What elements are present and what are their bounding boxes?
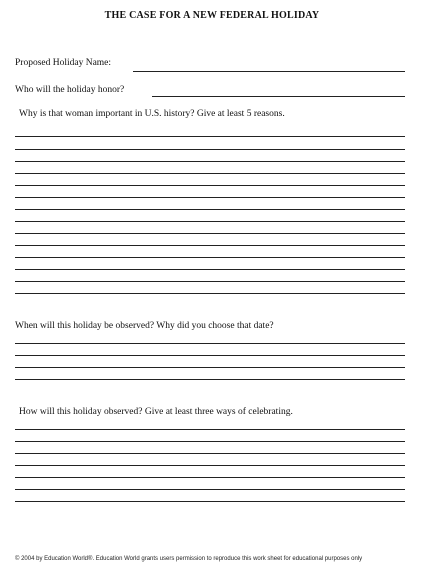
q1-answer-line[interactable]	[15, 161, 405, 162]
q2-answer-line[interactable]	[15, 367, 405, 368]
q1-answer-line[interactable]	[15, 233, 405, 234]
honoree-label: Who will the holiday honor?	[15, 85, 125, 95]
question-1: Why is that woman important in U.S. history? Give at least 5 reasons.	[19, 109, 285, 119]
q1-answer-line[interactable]	[15, 245, 405, 246]
q1-answer-line[interactable]	[15, 293, 405, 294]
q1-answer-line[interactable]	[15, 221, 405, 222]
q1-answer-line[interactable]	[15, 257, 405, 258]
q1-answer-line[interactable]	[15, 209, 405, 210]
q1-answer-line[interactable]	[15, 281, 405, 282]
q3-answer-line[interactable]	[15, 441, 405, 442]
honoree-answer-line[interactable]	[152, 96, 405, 97]
q1-answer-line[interactable]	[15, 136, 405, 137]
page-title: THE CASE FOR A NEW FEDERAL HOLIDAY	[104, 10, 320, 21]
q1-answer-line[interactable]	[15, 197, 405, 198]
copyright-footer: © 2004 by Education World®. Education World grants users permission to reproduce this work sheet for educational purposes only	[15, 556, 363, 562]
q1-answer-line[interactable]	[15, 149, 405, 150]
q2-answer-line[interactable]	[15, 343, 405, 344]
q3-answer-line[interactable]	[15, 477, 405, 478]
q3-answer-line[interactable]	[15, 489, 405, 490]
holiday-name-answer-line[interactable]	[133, 71, 405, 72]
q2-answer-line[interactable]	[15, 355, 405, 356]
q3-answer-line[interactable]	[15, 501, 405, 502]
q3-answer-line[interactable]	[15, 465, 405, 466]
q1-answer-line[interactable]	[15, 185, 405, 186]
holiday-name-label: Proposed Holiday Name:	[15, 58, 112, 68]
question-3: How will this holiday observed? Give at least three ways of celebrating.	[19, 407, 293, 417]
q3-answer-line[interactable]	[15, 429, 405, 430]
question-2: When will this holiday be observed? Why did you choose that date?	[15, 321, 274, 331]
q2-answer-line[interactable]	[15, 379, 405, 380]
q3-answer-line[interactable]	[15, 453, 405, 454]
q1-answer-line[interactable]	[15, 173, 405, 174]
q1-answer-line[interactable]	[15, 269, 405, 270]
